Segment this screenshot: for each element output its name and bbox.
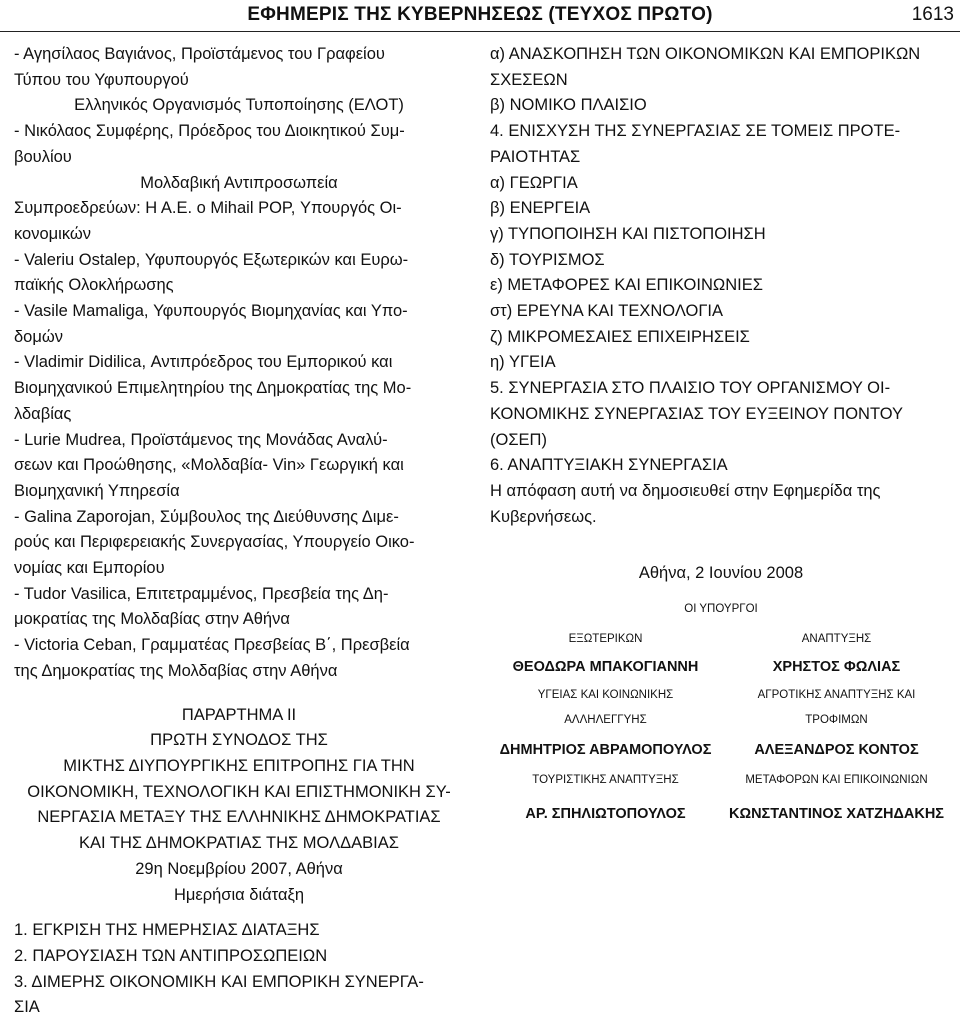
signatory-role: ΑΝΑΠΤΥΞΗΣ	[801, 633, 872, 646]
signatory	[490, 631, 721, 675]
agenda-subitem: ΣΧΕΣΕΩΝ	[490, 70, 568, 89]
left-column	[14, 42, 464, 1021]
text-line: σεων και Προώθησης, «Μολδαβία- Vin» Γεωργική και	[14, 456, 404, 475]
agenda-subitem: στ) ΕΡΕΥΝΑ ΚΑΙ ΤΕΧΝΟΛΟΓΙΑ	[490, 302, 724, 321]
signatory	[721, 631, 952, 675]
text-line: βουλίου	[14, 147, 72, 166]
text-line: Τύπου του Υφυπουργού	[14, 70, 189, 89]
annex-date: 29η Νοεμβρίου 2007, Αθήνα	[135, 859, 343, 878]
annex-line: ΠΡΩΤΗ ΣΥΝΟΔΟΣ ΤΗΣ	[150, 731, 328, 750]
agenda-item: ΣΙΑ	[14, 998, 40, 1017]
agenda-item: 1. ΕΓΚΡΙΣΗ ΤΗΣ ΗΜΕΡΗΣΙΑΣ ΔΙΑΤΑΞΗΣ	[14, 921, 320, 940]
agenda-subitem: γ) ΤΥΠΟΠΟΙΗΣΗ ΚΑΙ ΠΙΣΤΟΠΟΙΗΣΗ	[490, 224, 766, 243]
signatory	[490, 687, 721, 758]
text-line: παϊκής Ολοκλήρωσης	[14, 276, 174, 295]
agenda-item: 6. ΑΝΑΠΤΥΞΙΑΚΗ ΣΥΝΕΡΓΑΣΙΑ	[490, 456, 728, 475]
text-line: - Galina Zaporojan, Σύμβουλος της Διεύθυνσης Διμε-	[14, 507, 399, 526]
annex-line: ΟΙΚΟΝΟΜΙΚΗ, ΤΕΧΝΟΛΟΓΙΚΗ ΚΑΙ ΕΠΙΣΤΗΜΟΝΙΚΗ ΣΥ-	[27, 782, 451, 801]
text-line: κονομικών	[14, 224, 92, 243]
agenda-subitem: ε) ΜΕΤΑΦΟΡΕΣ ΚΑΙ ΕΠΙΚΟΙΝΩΝΙΕΣ	[490, 276, 763, 295]
text-line: λδαβίας	[14, 404, 72, 423]
signatory-name: ΚΩΝΣΤΑΝΤΙΝΟΣ ΧΑΤΖΗΔΑΚΗΣ	[728, 806, 945, 823]
page-header	[0, 0, 960, 32]
agenda-subitem: η) ΥΓΕΙΑ	[490, 353, 556, 372]
signatory-name: ΘΕΟΔΩΡΑ ΜΠΑΚΟΓΙΑΝΝΗ	[512, 659, 699, 676]
annex-heading-block	[14, 703, 464, 909]
agenda-subitem: δ) ΤΟΥΡΙΣΜΟΣ	[490, 250, 605, 269]
agenda-subitem: ζ) ΜΙΚΡΟΜΕΣΑΙΕΣ ΕΠΙΧΕΙΡΗΣΕΙΣ	[490, 327, 750, 346]
signatory-name: ΑΛΕΞΑΝΔΡΟΣ ΚΟΝΤΟΣ	[754, 742, 919, 759]
signatory-name: ΧΡΗΣΤΟΣ ΦΩΛΙΑΣ	[772, 659, 901, 676]
text-line: - Valeriu Ostalep, Υφυπουργός Εξωτερικών και Ευρω-	[14, 250, 409, 269]
org-heading: Ελληνικός Οργανισμός Τυποποίησης (ΕΛΟΤ)	[74, 96, 404, 115]
annex-line: ΚΑΙ ΤΗΣ ΔΗΜΟΚΡΑΤΙΑΣ ΤΗΣ ΜΟΛΔΑΒΙΑΣ	[79, 834, 399, 853]
header-rule	[0, 31, 960, 32]
signing-date: Αθήνα, 2 Ιουνίου 2008	[638, 564, 804, 583]
signatory	[721, 687, 952, 758]
agenda-item: ΚΟΝΟΜΙΚΗΣ ΣΥΝΕΡΓΑΣΙΑΣ ΤΟΥ ΕΥΞΕΙΝΟΥ ΠΟΝΤΟΥ	[490, 404, 904, 423]
ministers-heading: ΟΙ ΥΠΟΥΡΓΟΙ	[684, 603, 758, 616]
signatory-role: ΑΛΛΗΛΕΓΓΥΗΣ	[564, 714, 647, 727]
right-column	[490, 42, 952, 822]
signatory-role: ΜΕΤΑΦΟΡΩΝ ΚΑΙ ΕΠΙΚΟΙΝΩΝΙΩΝ	[745, 774, 928, 787]
agenda-subitem: α) ΓΕΩΡΓΙΑ	[490, 173, 578, 192]
text-line: - Vasile Mamaliga, Υφυπουργός Βιομηχανίας και Υπο-	[14, 302, 408, 321]
agenda-list	[14, 918, 464, 1021]
text-line: δομών	[14, 327, 64, 346]
agenda-item: 5. ΣΥΝΕΡΓΑΣΙΑ ΣΤΟ ΠΛΑΙΣΙΟ ΤΟΥ ΟΡΓΑΝΙΣΜΟΥ ΟΙ-	[490, 379, 891, 398]
text-line: Βιομηχανικού Επιμελητηρίου της Δημοκρατίας της Μο-	[14, 379, 412, 398]
signatory-role: ΕΞΩΤΕΡΙΚΩΝ	[568, 633, 643, 646]
text-line: - Αγησίλαος Βαγιάνος, Προϊστάμενος του Γραφείου	[14, 45, 385, 63]
signatory-role: ΤΡΟΦΙΜΩΝ	[805, 714, 868, 727]
agenda-subitem: β) ΝΟΜΙΚΟ ΠΛΑΙΣΙΟ	[490, 96, 647, 115]
text-line: - Tudor Vasilica, Επιτετραμμένος, Πρεσβεία της Δη-	[14, 584, 389, 603]
agenda-item: ΡΑΙΟΤΗΤΑΣ	[490, 147, 581, 166]
signatory-role: ΥΓΕΙΑΣ ΚΑΙ ΚΟΙΝΩΝΙΚΗΣ	[537, 689, 674, 702]
agenda-subitem: β) ΕΝΕΡΓΕΙΑ	[490, 199, 591, 218]
page-number: 1613	[911, 4, 954, 25]
gazette-title: ΕΦΗΜΕΡΙΣ ΤΗΣ ΚΥΒΕΡΝΗΣΕΩΣ (ΤΕΥΧΟΣ ΠΡΩΤΟ)	[247, 4, 713, 25]
text-line: - Lurie Mudrea, Προϊστάμενος της Μονάδας Αναλύ-	[14, 430, 388, 449]
signatory	[490, 772, 721, 822]
annex-title: ΠΑΡΑΡΤΗΜΑ II	[181, 705, 297, 724]
signatory-name: ΑΡ. ΣΠΗΛΙΩΤΟΠΟΥΛΟΣ	[525, 806, 686, 823]
text-line: μοκρατίας της Μολδαβίας στην Αθήνα	[14, 610, 290, 629]
signatory-name: ΔΗΜΗΤΡΙΟΣ ΑΒΡΑΜΟΠΟΥΛΟΣ	[499, 742, 712, 759]
text-line: - Νικόλαος Συμφέρης, Πρόεδρος του Διοικητικού Συμ-	[14, 122, 405, 141]
text-line: της Δημοκρατίας της Μολδαβίας στην Αθήνα	[14, 661, 338, 680]
agenda-heading: Ημερήσια διάταξη	[173, 885, 305, 904]
agenda-item: 3. ΔΙΜΕΡΗΣ ΟΙΚΟΝΟΜΙΚΗ ΚΑΙ ΕΜΠΟΡΙΚΗ ΣΥΝΕΡΓΑ-	[14, 972, 424, 991]
text-line: - Vladimir Didilica, Αντιπρόεδρος του Εμπορικού και	[14, 353, 393, 372]
publication-order: Κυβερνήσεως.	[490, 507, 597, 526]
text-line: Βιομηχανική Υπηρεσία	[14, 481, 180, 500]
annex-line: ΜΙΚΤΗΣ ΔΙΥΠΟΥΡΓΙΚΗΣ ΕΠΙΤΡΟΠΗΣ ΓΙΑ ΤΗΝ	[63, 756, 415, 775]
agenda-item: (ΟΣΕΠ)	[490, 430, 547, 449]
text-line: - Victoria Ceban, Γραμματέας Πρεσβείας Β΄, Πρεσβεία	[14, 636, 410, 655]
signatory-role: ΑΓΡΟΤΙΚΗΣ ΑΝΑΠΤΥΞΗΣ ΚΑΙ	[757, 689, 916, 702]
agenda-item: 2. ΠΑΡΟΥΣΙΑΣΗ ΤΩΝ ΑΝΤΙΠΡΟΣΩΠΕΙΩΝ	[14, 946, 328, 965]
publication-order: Η απόφαση αυτή να δημοσιευθεί στην Εφημερίδα της	[490, 481, 881, 500]
signature-block	[490, 601, 952, 822]
text-line: ρούς και Περιφερειακής Συνεργασίας, Υπουργείο Οικο-	[14, 533, 415, 552]
annex-line: ΝΕΡΓΑΣΙΑ ΜΕΤΑΞΥ ΤΗΣ ΕΛΛΗΝΙΚΗΣ ΔΗΜΟΚΡΑΤΙΑΣ	[37, 808, 441, 827]
signatory	[721, 772, 952, 822]
agenda-subitem: α) ΑΝΑΣΚΟΠΗΣΗ ΤΩΝ ΟΙΚΟΝΟΜΙΚΩΝ ΚΑΙ ΕΜΠΟΡΙΚΩΝ	[490, 45, 921, 63]
text-line: νομίας και Εμπορίου	[14, 559, 165, 578]
signatory-role: ΤΟΥΡΙΣΤΙΚΗΣ ΑΝΑΠΤΥΞΗΣ	[532, 774, 679, 787]
text-line: Συμπροεδρεύων: Η Α.Ε. ο Mihail POP, Υπουργός Οι-	[14, 199, 402, 218]
agenda-item: 4. ΕΝΙΣΧΥΣΗ ΤΗΣ ΣΥΝΕΡΓΑΣΙΑΣ ΣΕ ΤΟΜΕΙΣ ΠΡΟΤΕ-	[490, 122, 901, 141]
delegation-heading: Μολδαβική Αντιπροσωπεία	[140, 173, 338, 192]
